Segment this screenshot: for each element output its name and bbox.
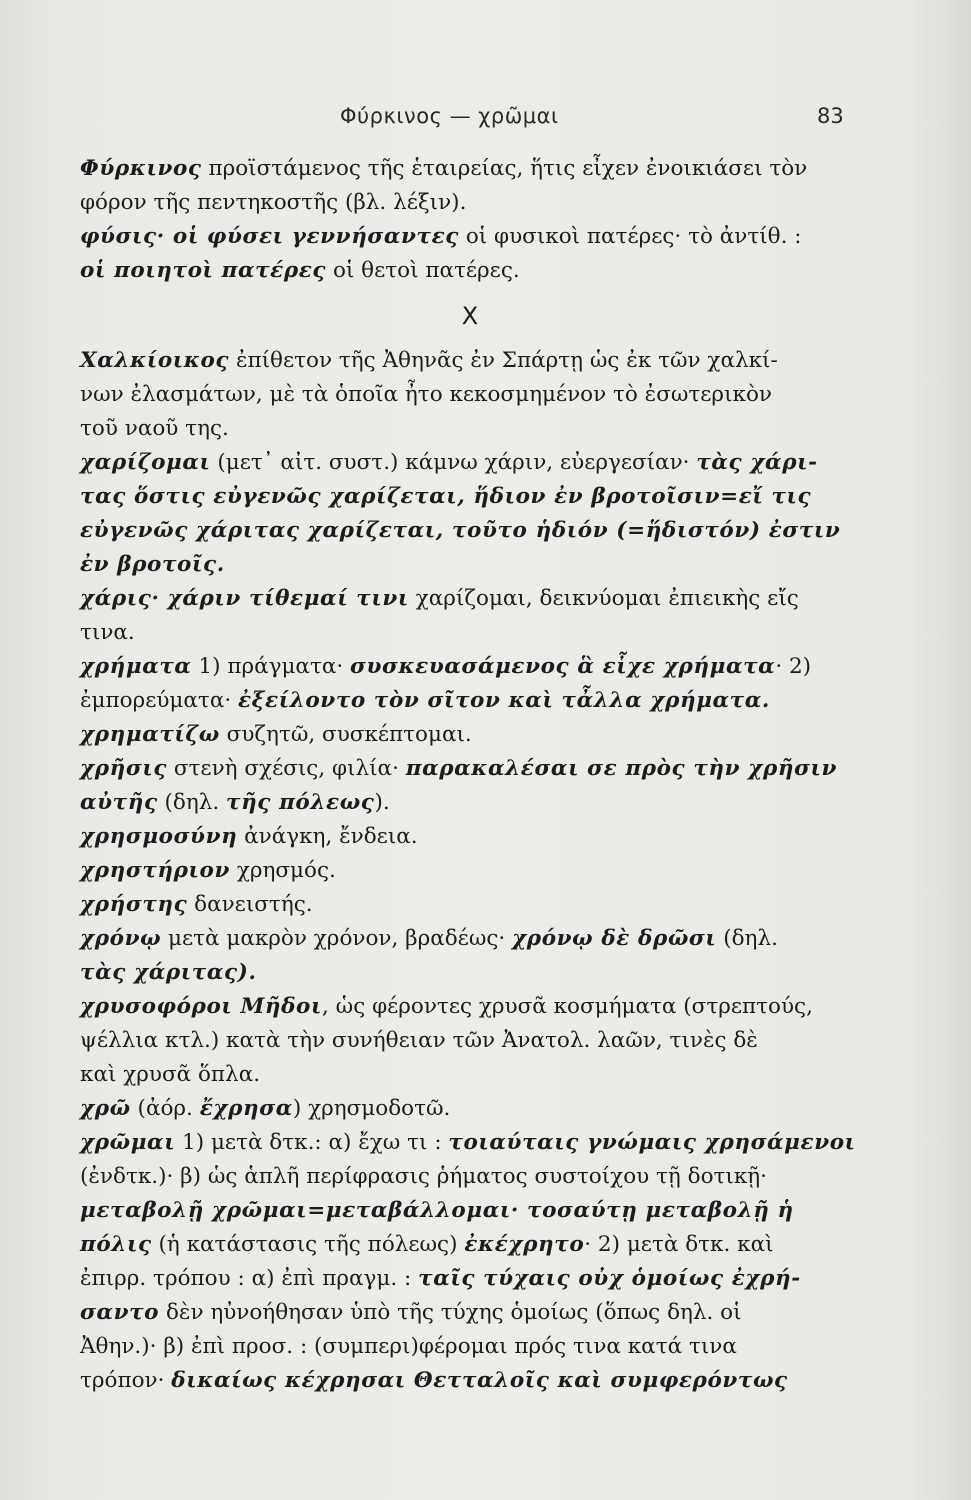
definition-text: ἐπιρρ. τρόπου : α) ἐπὶ πραγμ. : <box>80 1266 419 1291</box>
entry-line <box>80 1092 850 1126</box>
entry-line <box>80 514 850 548</box>
quotation: σαντο <box>80 1300 160 1325</box>
quotation: συσκευασάμενος ἃ εἶχε χρήματα <box>350 654 776 679</box>
headword: χρῶ <box>80 1096 131 1121</box>
entry-line <box>80 254 850 288</box>
definition-text: 1) μετὰ δτκ.: α) ἔχω τι : <box>175 1130 449 1155</box>
entry-line <box>80 616 850 650</box>
headword: χρυσοφόροι Μῆδοι <box>80 994 322 1019</box>
quotation: τὰς χάρι- <box>696 450 818 475</box>
entry-line <box>80 1364 850 1398</box>
definition-text: · 2) <box>775 654 812 679</box>
entry-line <box>80 548 850 582</box>
entry-line <box>80 1296 850 1330</box>
definition-text: , ὡς φέροντες χρυσᾶ κοσμήματα (στρεπτούς, <box>322 994 813 1019</box>
headword: χάρις· χάριν τίθεμαί τινι <box>80 586 409 611</box>
quotation: τοιαύταις γνώμαις χρησάμενοι <box>448 1130 856 1155</box>
entry-line <box>80 412 850 446</box>
entry-line <box>80 1330 850 1364</box>
entry-line <box>80 854 850 888</box>
definition-text: μετὰ μακρὸν χρόνον, βραδέως· <box>161 926 513 951</box>
entry-line <box>80 1058 850 1092</box>
definition-text: (ἡ κατάστασις τῆς πόλεως) <box>151 1232 465 1257</box>
definition-text: προϊστάμενος τῆς ἑταιρείας, ἥτις εἶχεν ἐνοικιάσει τὸν <box>201 156 808 181</box>
entry-line <box>80 582 850 616</box>
entry-line <box>80 1126 856 1160</box>
entry-line <box>80 684 850 718</box>
entry-line <box>80 922 850 956</box>
entry-line <box>80 956 850 990</box>
quotation: μεταβολῇ χρῶμαι=μεταβάλλομαι· τοσαύτῃ μεταβολῇ ἡ <box>80 1198 794 1223</box>
headword: φύσις· οἱ φύσει γεννήσαντες <box>80 224 459 249</box>
definition-text: (μετ᾽ αἰτ. συστ.) κάμνω χάριν, εὐεργεσίαν· <box>210 450 697 475</box>
quotation: τας ὅστις εὐγενῶς χαρίζεται, ἥδιον ἐν βροτοῖσιν=εἴ τις <box>80 484 812 509</box>
entry-line <box>80 990 850 1024</box>
headword: χρηματίζω <box>80 722 220 747</box>
definition-text: τρόπον· <box>80 1368 172 1393</box>
quotation: εὐγενῶς χάριτας χαρίζεται, τοῦτο ἡδιόν (=ἥδιστόν) ἐστιν <box>80 518 841 543</box>
entry-line <box>80 186 850 220</box>
entry-line <box>80 1262 850 1296</box>
definition-text: χαρίζομαι, δεικνύομαι ἐπιεικὴς εἴς <box>408 586 799 611</box>
definition-text: (ἐνδτκ.)· β) ὡς ἁπλῆ περίφρασις ῥήματος συστοίχου τῇ δοτικῇ· <box>80 1164 768 1189</box>
quotation: αὐτῆς <box>80 790 158 815</box>
definition-text: ψέλλια κτλ.) κατὰ τὴν συνήθειαν τῶν Ἀνατολ. λαῶν, τινὲς δὲ <box>80 1028 758 1053</box>
definition-text: ). <box>374 790 390 815</box>
entry-line <box>80 152 850 186</box>
definition-text: Ἀθην.)· β) ἐπὶ προσ. : (συμπερι)φέρομαι πρός τινα κατά τινα <box>80 1334 737 1359</box>
entry-line <box>80 1228 850 1262</box>
entry-line <box>80 820 850 854</box>
page-header <box>0 100 971 140</box>
page-number: 83 <box>817 104 844 128</box>
quotation: δικαίως κέχρησαι Θετταλοῖς καὶ συμφερόντως <box>171 1368 788 1393</box>
definition-text: φόρον τῆς πεντηκοστῆς (βλ. λέξιν). <box>80 190 467 215</box>
headword: χαρίζομαι <box>80 450 211 475</box>
definition-text: · 2) μετὰ δτκ. καὶ <box>584 1232 774 1257</box>
entry-line <box>80 344 850 378</box>
headword: χρησμοσύνη <box>80 824 238 849</box>
definition-text: καὶ χρυσᾶ ὅπλα. <box>80 1062 261 1087</box>
definition-text: (ἀόρ. <box>130 1096 200 1121</box>
entry-line <box>80 480 850 514</box>
headword: χρηστήριον <box>80 858 230 883</box>
definition-text: ) χρησμοδοτῶ. <box>292 1096 451 1121</box>
definition-text: τοῦ ναοῦ της. <box>80 416 229 441</box>
definition-text: συζητῶ, συσκέπτομαι. <box>219 722 472 747</box>
quotation: τὰς χάριτας). <box>80 960 257 985</box>
entry-line <box>80 446 850 480</box>
entry-line <box>80 1160 850 1194</box>
definition-text: νων ἐλασμάτων, μὲ τὰ ὁποῖα ἦτο κεκοσμημένον τὸ ἐσωτερικὸν <box>80 382 772 407</box>
definition-text: οἱ θετοὶ πατέρες. <box>326 258 520 283</box>
quotation: ἐκέχρητο <box>464 1232 585 1257</box>
quotation: οἱ ποιητοὶ πατέρες <box>80 258 327 283</box>
definition-text: χρησμός. <box>229 858 336 883</box>
definition-text: (δηλ. <box>716 926 778 951</box>
entry-line <box>80 1194 850 1228</box>
headword: χρῶμαι <box>80 1130 176 1155</box>
entry-line <box>80 718 850 752</box>
definition-text: ἐπίθετον τῆς Ἀθηνᾶς ἐν Σπάρτῃ ὡς ἐκ τῶν χαλκί- <box>229 348 778 373</box>
quotation: ἔχρησα <box>199 1096 293 1121</box>
entry-line <box>80 786 850 820</box>
definition-text: οἱ φυσικοὶ πατέρες· τὸ ἀντίθ. : <box>458 224 802 249</box>
headword: χρῆσις <box>80 756 168 781</box>
definition-text: (δηλ. <box>157 790 226 815</box>
headword: χρήστης <box>80 892 188 917</box>
definition-text: ἐμπορεύματα· <box>80 688 239 713</box>
dictionary-body <box>80 152 856 1398</box>
definition-text: στενὴ σχέσις, φιλία· <box>167 756 406 781</box>
entry-line <box>80 220 850 254</box>
definition-text: τινα. <box>80 620 135 645</box>
quotation: παρακαλέσαι σε πρὸς τὴν χρῆσιν <box>405 756 838 781</box>
headword: χρήματα <box>80 654 192 679</box>
headword: Χαλκίοικος <box>80 348 230 373</box>
definition-text: 1) πράγματα· <box>191 654 351 679</box>
quotation: χρόνῳ δὲ δρῶσι <box>512 926 717 951</box>
headword: χρόνῳ <box>80 926 162 951</box>
running-title: Φύρκινος — χρῶμαι <box>340 104 559 128</box>
entry-line <box>80 650 850 684</box>
section-letter: Χ <box>461 302 479 330</box>
quotation: πόλις <box>80 1232 152 1257</box>
quotation: ταῖς τύχαις οὐχ ὁμοίως ἐχρή- <box>418 1266 801 1291</box>
definition-text: δανειστής. <box>187 892 313 917</box>
quotation: ἐξείλοντο τὸν σῖτον καὶ τἆλλα χρήματα. <box>238 688 770 713</box>
quotation: τῆς πόλεως <box>226 790 375 815</box>
quotation: ἐν βροτοῖς. <box>80 552 225 577</box>
definition-text: δὲν ηὐνοήθησαν ὑπὸ τῆς τύχης ὁμοίως (ὅπως δηλ. οἱ <box>159 1300 742 1325</box>
entry-line <box>80 1024 850 1058</box>
definition-text: ἀνάγκη, ἔνδεια. <box>237 824 418 849</box>
entry-line <box>80 378 850 412</box>
entry-line <box>80 888 850 922</box>
headword: Φύρκινος <box>80 156 202 181</box>
entry-line <box>80 752 850 786</box>
